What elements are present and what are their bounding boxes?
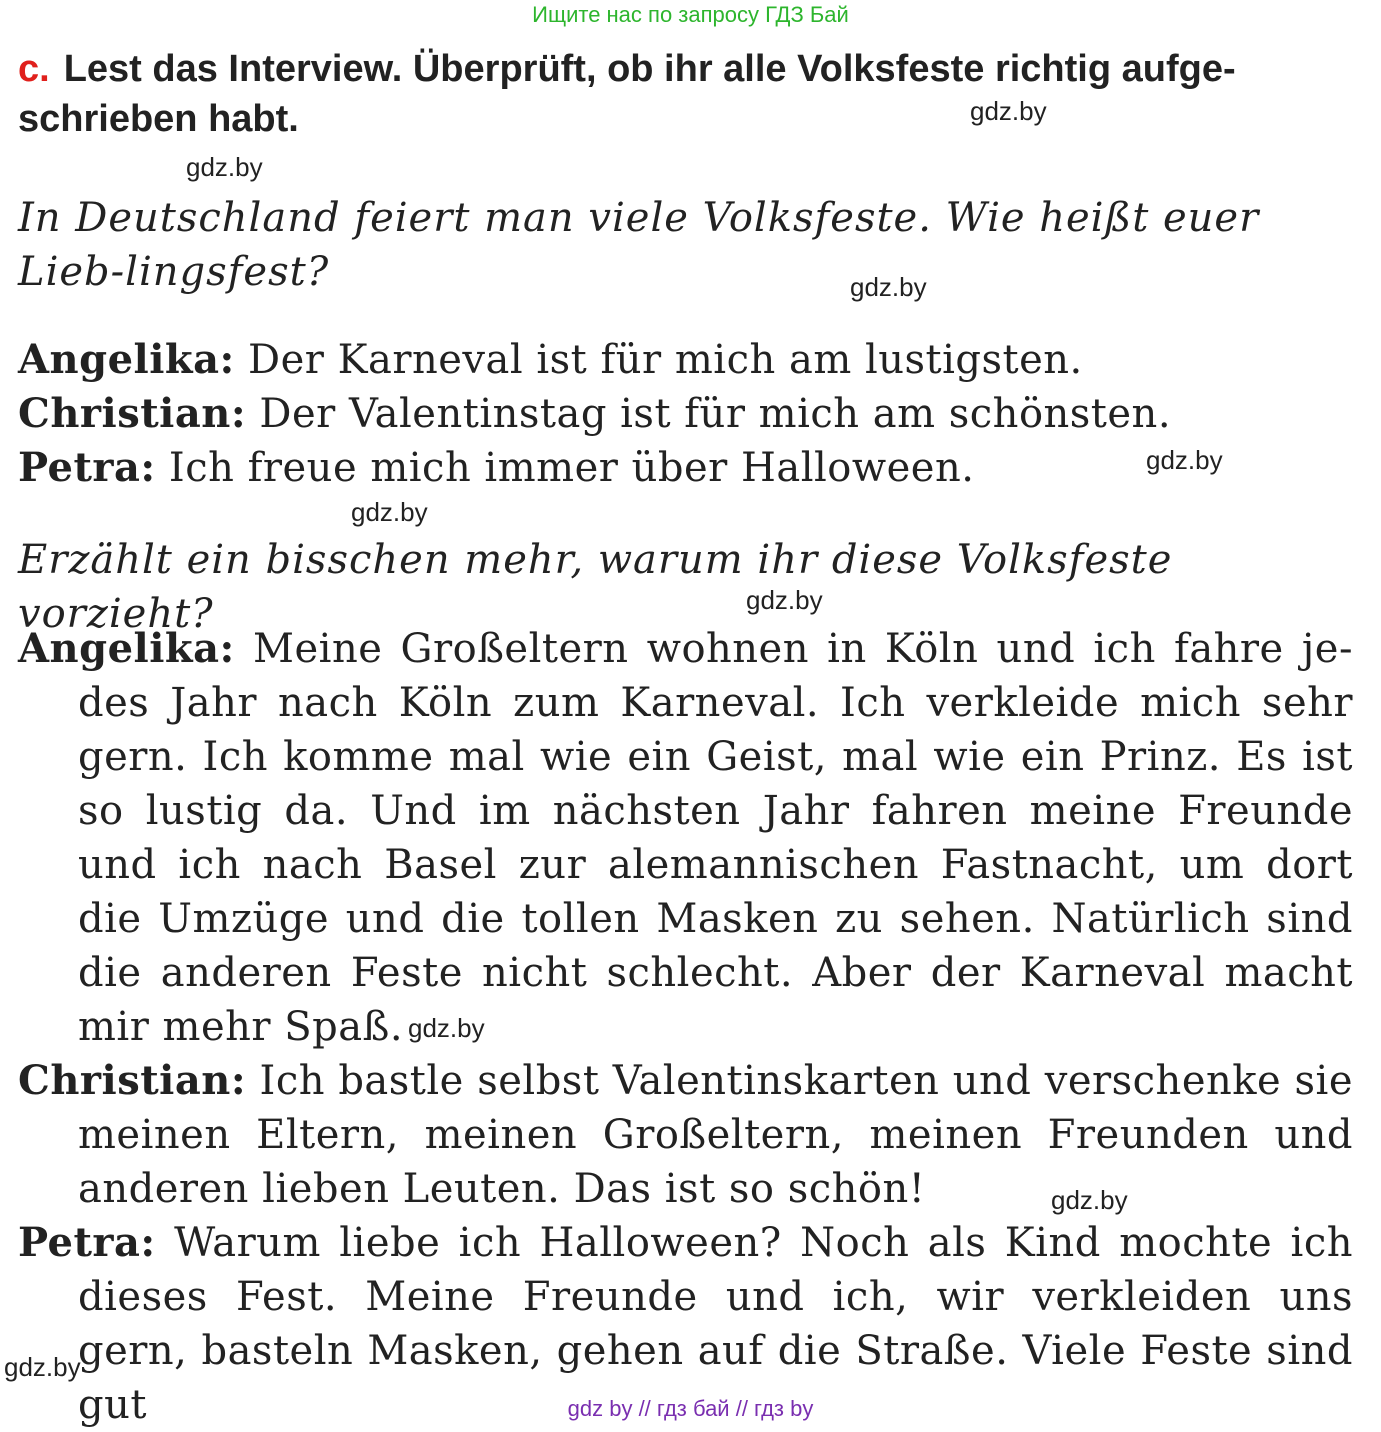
speaker-name: Angelika:: [18, 336, 235, 383]
watermark: gdz.by: [970, 96, 1047, 126]
answer-text: Warum liebe ich Halloween? Noch als Kind mochte ich dieses Fest. Meine Freunde und ich, wir verkleiden uns gern, basteln Masken, gehen auf die Straße. Viele Feste sind gut: [78, 1220, 1353, 1428]
watermark: gdz.by: [850, 272, 927, 302]
watermark: gdz.by: [1146, 445, 1223, 475]
answer-angelika-long: [18, 622, 1353, 1054]
answer-angelika-short: [18, 333, 1353, 387]
watermark: gdz.by: [1051, 1185, 1128, 1215]
speaker-name: Christian:: [18, 1057, 247, 1104]
task-letter: c.: [18, 48, 50, 90]
answer-text: Der Valentinstag ist für mich am schönsten.: [259, 391, 1172, 437]
watermark: gdz.by: [4, 1352, 81, 1382]
watermark: gdz.by: [408, 1013, 485, 1043]
long-answers: [18, 622, 1353, 1432]
footer-links: gdz by // гдз бай // гдз by: [567, 1396, 814, 1421]
watermark: gdz.by: [351, 497, 428, 527]
answer-text: Ich bastle selbst Valentinskarten und verschenke sie meinen Eltern, meinen Großeltern, meinen Freunden und anderen lieben Leuten. Das ist so schön!: [78, 1058, 1353, 1212]
question-why: Erzählt ein bisschen mehr, warum ihr diese Volksfeste vorzieht?: [18, 537, 1173, 637]
speaker-name: Petra:: [18, 1219, 156, 1266]
speaker-name: Christian:: [18, 390, 247, 437]
answer-text: Ich freue mich immer über Halloween.: [168, 445, 975, 491]
question-favorite-fest: In Deutschland feiert man viele Volksfeste. Wie heißt euer Lieb-lingsfest?: [18, 195, 1260, 295]
speaker-name: Angelika:: [18, 625, 235, 672]
answer-christian-long: [18, 1054, 1353, 1216]
answer-text: Meine Großeltern wohnen in Köln und ich fahre je-des Jahr nach Köln zum Karneval. Ich verkleide mich sehr gern. Ich komme mal wie ein Geist, mal wie ein Prinz. Es ist so lustig da. Und im nächsten Jahr fahren meine Freunde und ich nach Basel zur alemannischen Fastnacht, um dort die Umzüge und die tollen Masken zu sehen. Natürlich sind die anderen Feste nicht schlecht. Aber der Karneval macht mir mehr Spaß.: [78, 626, 1353, 1050]
answer-text: Der Karneval ist für mich am lustigsten.: [248, 337, 1083, 383]
task-instruction: [18, 44, 1358, 144]
header-banner: Ищите нас по запросу ГДЗ Бай: [532, 2, 849, 27]
task-text: Lest das Interview. Überprüft, ob ihr alle Volksfeste richtig aufge-schrieben habt.: [18, 48, 1236, 140]
speaker-name: Petra:: [18, 444, 156, 491]
watermark: gdz.by: [186, 152, 263, 182]
answer-christian-short: [18, 387, 1353, 441]
watermark: gdz.by: [746, 585, 823, 615]
